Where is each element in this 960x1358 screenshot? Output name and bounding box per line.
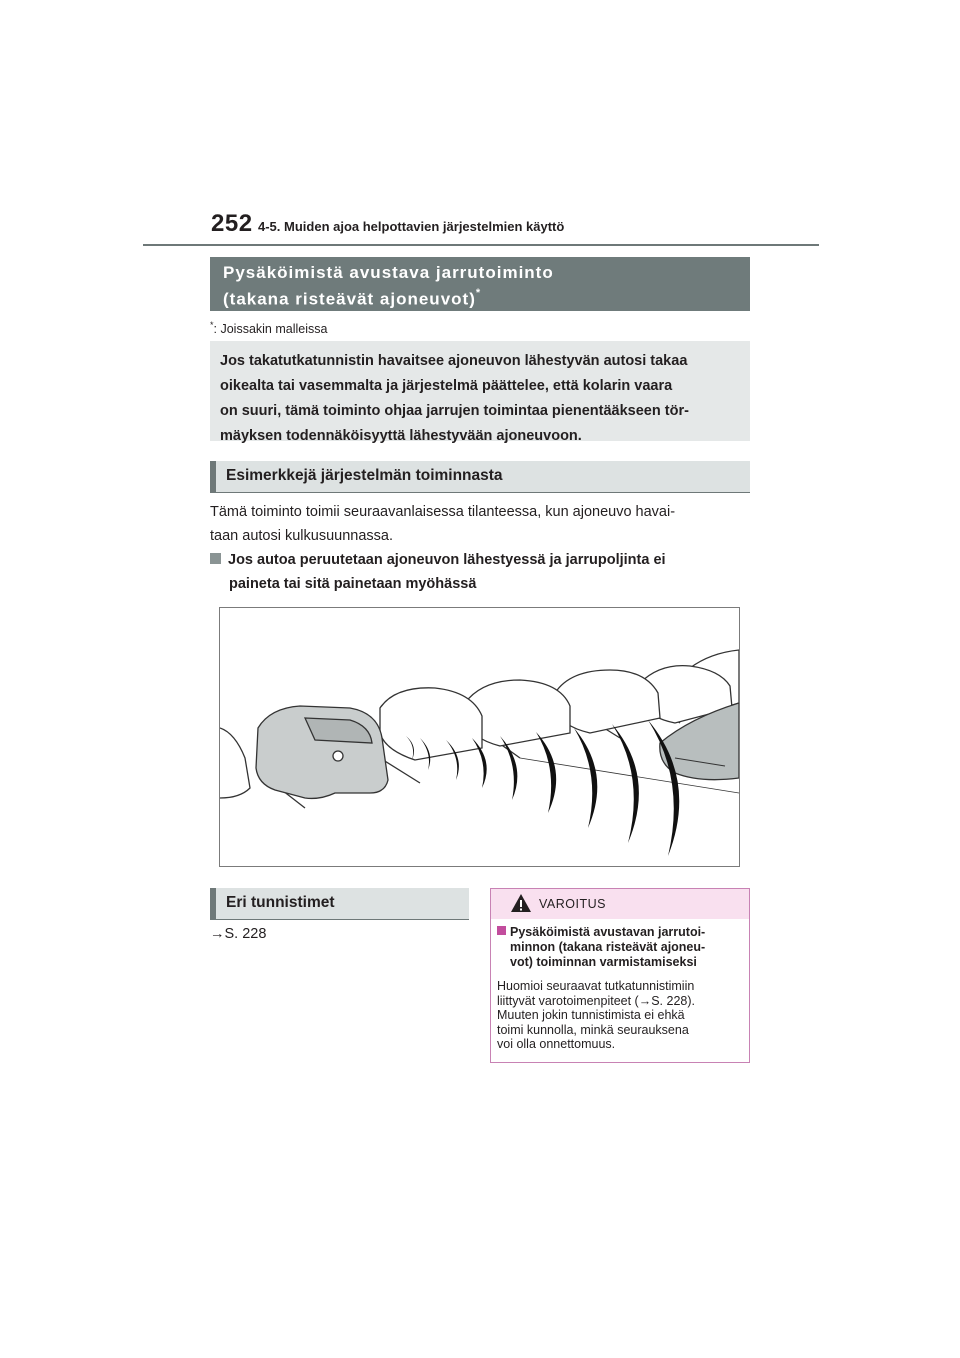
main-heading-line1: Pysäköimistä avustava jarrutoiminto [223,263,554,282]
warning-label: VAROITUS [539,897,606,911]
examples-text-line: taan autosi kulkusuunnassa. [210,528,393,544]
intro-line: oikealta tai vasemmalta ja järjestelmä päättelee, että kolarin vaara [220,378,673,394]
intro-box [210,341,750,444]
rear-cross-traffic-illustration [220,608,739,866]
sensors-reference-text: S. 228 [224,926,267,942]
adjacent-car [220,728,250,798]
warning-subheading [497,925,743,970]
warning-text-line: voi olla onnettomuus. [497,1037,616,1051]
section-title: 4-5. Muiden ajoa helpottavien järjestelmien käyttö [258,219,565,234]
examples-heading: Esimerkkejä järjestelmän toiminnasta [210,461,750,493]
warning-subheading-line: minnon (takana risteävät ajoneu- [510,940,706,954]
warning-box [490,888,750,1063]
bullet-square-icon [210,553,221,564]
warning-subheading-line: Pysäköimistä avustavan jarrutoi- [510,925,706,939]
intro-line: on suuri, tämä toiminto ohjaa jarrujen toimintaa pienentääkseen tör- [220,403,689,419]
header-divider [143,244,819,246]
case-heading-line: paineta tai sitä painetaan myöhässä [229,576,477,592]
warning-header [491,889,749,919]
arrow-right-icon: → [210,926,225,942]
parking-illustration [219,607,740,867]
footnote-marker: * [475,287,482,299]
page-number: 252 [211,210,253,237]
sensors-heading: Eri tunnistimet [210,888,469,920]
intro-line: Jos takatutkatunnistin havaitsee ajoneuvon lähestyvän autosi takaa [220,353,688,369]
warning-text-line: liittyvät varotoimenpiteet (→S. 228). [497,993,695,1008]
case-heading-line: Jos autoa peruutetaan ajoneuvon lähestyessä ja jarrupoljinta ei [228,552,666,568]
parked-car [555,670,660,733]
warning-triangle-icon [510,893,532,913]
footnote-text: : Joissakin malleissa [213,322,328,337]
warning-text [497,979,743,1052]
intro-line: mäyksen todennäköisyyttä lähestyvään ajoneuvoon. [220,428,582,444]
case-heading [210,548,750,596]
main-heading-line2: (takana risteävät ajoneuvot) [223,289,476,309]
warning-text-line: Huomioi seuraavat tutkatunnistimiin [497,979,695,993]
examples-text-line: Tämä toiminto toimii seuraavanlaisessa tilanteessa, kun ajoneuvo havai- [210,504,676,520]
own-car-emblem [333,751,343,761]
sensors-page-reference[interactable] [210,926,266,942]
warning-text-line: Muuten jokin tunnistimista ei ehkä [497,1008,685,1022]
warning-text-line: toimi kunnolla, minkä seurauksena [497,1022,689,1037]
footnote-asterisk: * [210,320,214,330]
warning-subheading-line: vot) toiminnan varmistamiseksi [510,955,697,969]
examples-text [210,500,750,548]
bullet-square-icon [497,926,506,935]
parked-car [380,688,482,760]
main-heading [210,257,750,311]
footnote [210,320,327,336]
